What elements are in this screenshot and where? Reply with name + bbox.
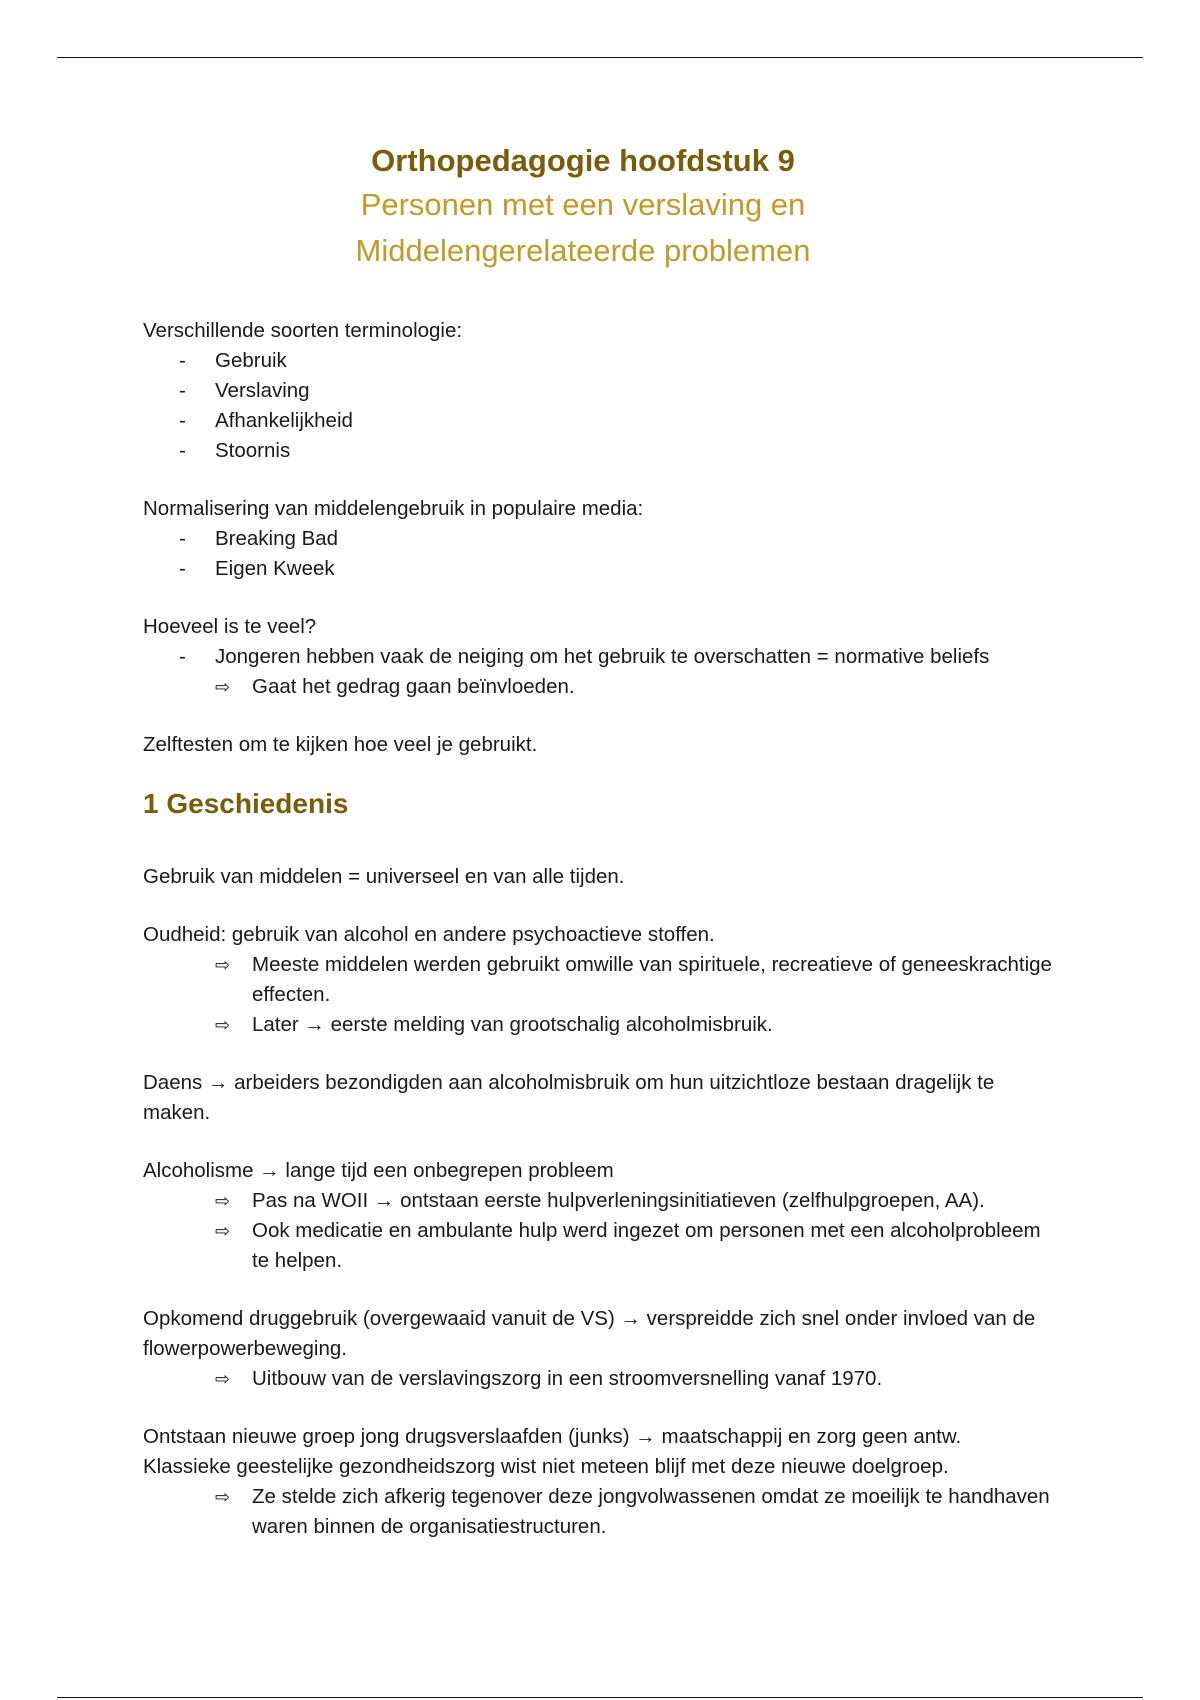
arrow-bullet-icon: ⇨ — [215, 955, 231, 975]
paragraph-line: Klassieke geestelijke gezondheidszorg wist niet meteen blijf met deze nieuwe doelgroep. — [143, 1455, 949, 1478]
arrow-item: ⇨ Ook medicatie en ambulante hulp werd ingezet om personen met een alcoholprobleem te helpen. — [143, 1216, 1063, 1276]
arrow-item: ⇨ Uitbouw van de verslavingszorg in een stroomversnelling vanaf 1970. — [143, 1364, 1063, 1394]
bottom-rule — [57, 1697, 1143, 1698]
dash-bullet: - — [179, 645, 186, 668]
list-item: - Eigen Kweek — [143, 554, 1063, 584]
list-item: - Gebruik — [143, 346, 1063, 376]
top-rule — [57, 57, 1143, 58]
dash-bullet: - — [179, 409, 186, 432]
list-item: - Stoornis — [143, 436, 1063, 466]
document-title: Orthopedagogie hoofdstuk 9 — [371, 143, 795, 178]
list-item: - Jongeren hebben vaak de neiging om het gebruik te overschatten = normative beliefs — [143, 642, 1063, 672]
too-much-heading: Hoeveel is te veel? — [143, 615, 317, 638]
paragraph: Alcoholisme → lange tijd een onbegrepen probleem — [143, 1159, 614, 1182]
paragraph: Daens → arbeiders bezondigden aan alcoholmisbruik om hun uitzichtloze bestaan dragelijk te maken. — [143, 1071, 995, 1124]
arrow-bullet-icon: ⇨ — [215, 1015, 231, 1035]
arrow-item: ⇨ Gaat het gedrag gaan beïnvloeden. — [143, 672, 1063, 702]
media-heading: Normalisering van middelengebruik in populaire media: — [143, 497, 644, 520]
arrow-bullet-icon: ⇨ — [215, 677, 231, 697]
document-page — [143, 140, 1063, 1542]
arrow-bullet-icon: ⇨ — [215, 1221, 231, 1241]
document-subtitle-line2: Middelengerelateerde problemen — [355, 233, 811, 268]
arrow-item: ⇨ Pas na WOII → ontstaan eerste hulpverleningsinitiatieven (zelfhulpgroepen, AA). — [143, 1186, 1063, 1216]
paragraph: Gebruik van middelen = universeel en van alle tijden. — [143, 865, 625, 888]
dash-bullet: - — [179, 439, 186, 462]
dash-bullet: - — [179, 379, 186, 402]
arrow-bullet-icon: ⇨ — [215, 1487, 231, 1507]
terminology-heading: Verschillende soorten terminologie: — [143, 319, 463, 342]
list-item: - Afhankelijkheid — [143, 406, 1063, 436]
dash-bullet: - — [179, 557, 186, 580]
list-item: - Verslaving — [143, 376, 1063, 406]
arrow-bullet-icon: ⇨ — [215, 1191, 231, 1211]
too-much-list — [143, 642, 1063, 672]
paragraph: Opkomend druggebruik (overgewaaid vanuit de VS) → verspreidde zich snel onder invloed van de flowerpowerbeweging. — [143, 1307, 1036, 1360]
dash-bullet: - — [179, 527, 186, 550]
document-subtitle-line1: Personen met een verslaving en — [360, 187, 806, 222]
list-item: - Breaking Bad — [143, 524, 1063, 554]
arrow-item: ⇨ Meeste middelen werden gebruikt omwille van spirituele, recreatieve of geneeskrachtige effecten. — [143, 950, 1063, 1010]
arrow-item: ⇨ Later → eerste melding van grootschalig alcoholmisbruik. — [143, 1010, 1063, 1040]
terminology-list — [143, 346, 1063, 466]
paragraph-line: Ontstaan nieuwe groep jong drugsverslaafden (junks) → maatschappij en zorg geen antw. — [143, 1425, 962, 1448]
dash-bullet: - — [179, 349, 186, 372]
section-heading-geschiedenis: 1 Geschiedenis — [143, 788, 349, 819]
title-block — [103, 140, 1063, 274]
selftest-text: Zelftesten om te kijken hoe veel je gebruikt. — [143, 733, 538, 756]
arrow-item: ⇨ Ze stelde zich afkerig tegenover deze jongvolwassenen omdat ze moeilijk te handhaven waren binnen de organisatiestructuren. — [143, 1482, 1063, 1542]
paragraph: Oudheid: gebruik van alcohol en andere psychoactieve stoffen. — [143, 923, 715, 946]
arrow-bullet-icon: ⇨ — [215, 1369, 231, 1389]
media-list — [143, 524, 1063, 584]
